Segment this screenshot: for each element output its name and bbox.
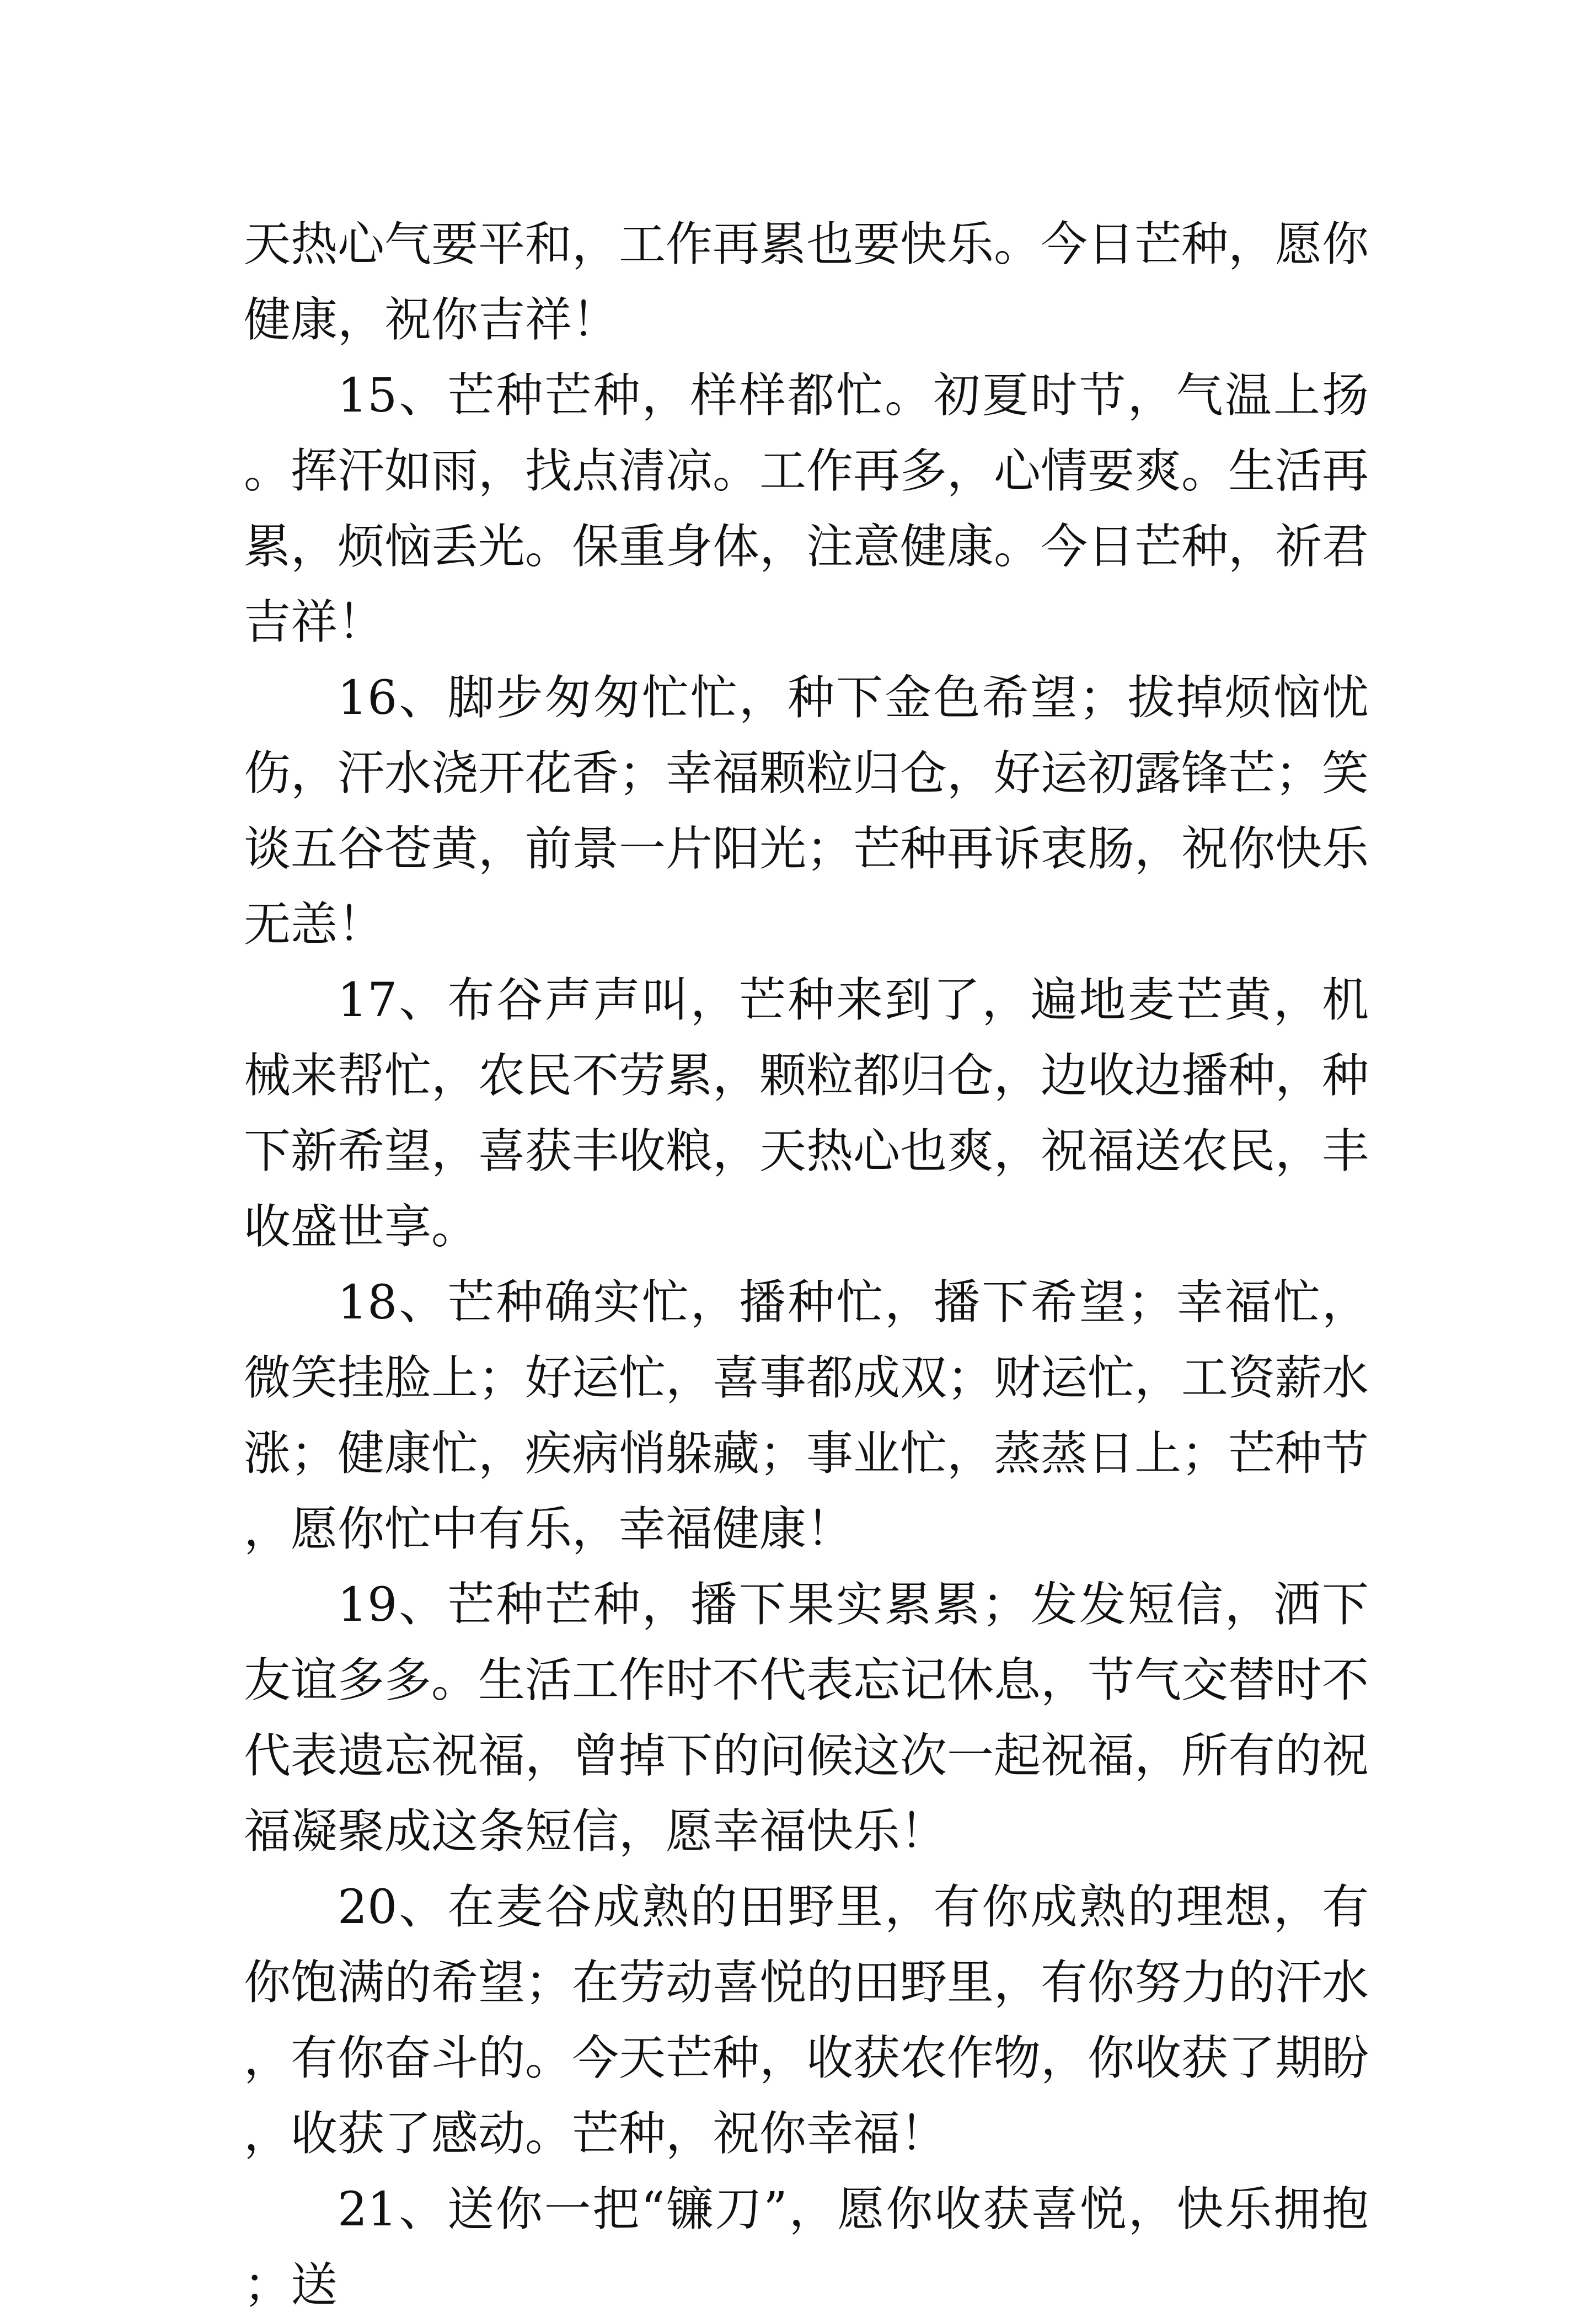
paragraph-15: 15、芒种芒种，样样都忙。初夏时节，气温上扬。挥汗如雨，找点清凉。工作再多，心情要爽。生活再累，烦恼丢光。保重身体，注意健康。今日芒种，祈君吉祥！ — [244, 369, 1369, 650]
paragraph-21-start: 21、送你一把“镰刀”，愿你收获喜悦，快乐拥抱；送 — [244, 2182, 1369, 2313]
paragraph-17: 17、布谷声声叫，芒种来到了，遍地麦芒黄，机械来帮忙，农民不劳累，颗粒都归仓，边收边播种，种下新希望，喜获丰收粮，天热心也爽，祝福送农民，丰收盛世享。 — [244, 973, 1369, 1254]
document-body — [244, 207, 1369, 2323]
paragraph-16: 16、脚步匆匆忙忙，种下金色希望；拔掉烦恼忧伤，汗水浇开花香；幸福颗粒归仓，好运初露锋芒；笑谈五谷苍黄，前景一片阳光；芒种再诉衷肠，祝你快乐无恙！ — [244, 671, 1369, 952]
paragraph-19: 19、芒种芒种，播下果实累累；发发短信，洒下友谊多多。生活工作时不代表忘记休息，节气交替时不代表遗忘祝福，曾掉下的问候这次一起祝福，所有的祝福凝聚成这条短信，愿幸福快乐！ — [244, 1578, 1369, 1859]
paragraph-14-continuation: 天热心气要平和，工作再累也要快乐。今日芒种，愿你健康，祝你吉祥！ — [244, 217, 1369, 348]
paragraph-18: 18、芒种确实忙，播种忙，播下希望；幸福忙，微笑挂脸上；好运忙，喜事都成双；财运忙，工资薪水涨；健康忙，疾病悄躲藏；事业忙，蒸蒸日上；芒种节，愿你忙中有乐，幸福健康！ — [244, 1275, 1369, 1557]
paragraph-20: 20、在麦谷成熟的田野里，有你成熟的理想，有你饱满的希望；在劳动喜悦的田野里，有你努力的汗水，有你奋斗的。今天芒种，收获农作物，你收获了期盼，收获了感动。芒种，祝你幸福！ — [244, 1880, 1369, 2161]
